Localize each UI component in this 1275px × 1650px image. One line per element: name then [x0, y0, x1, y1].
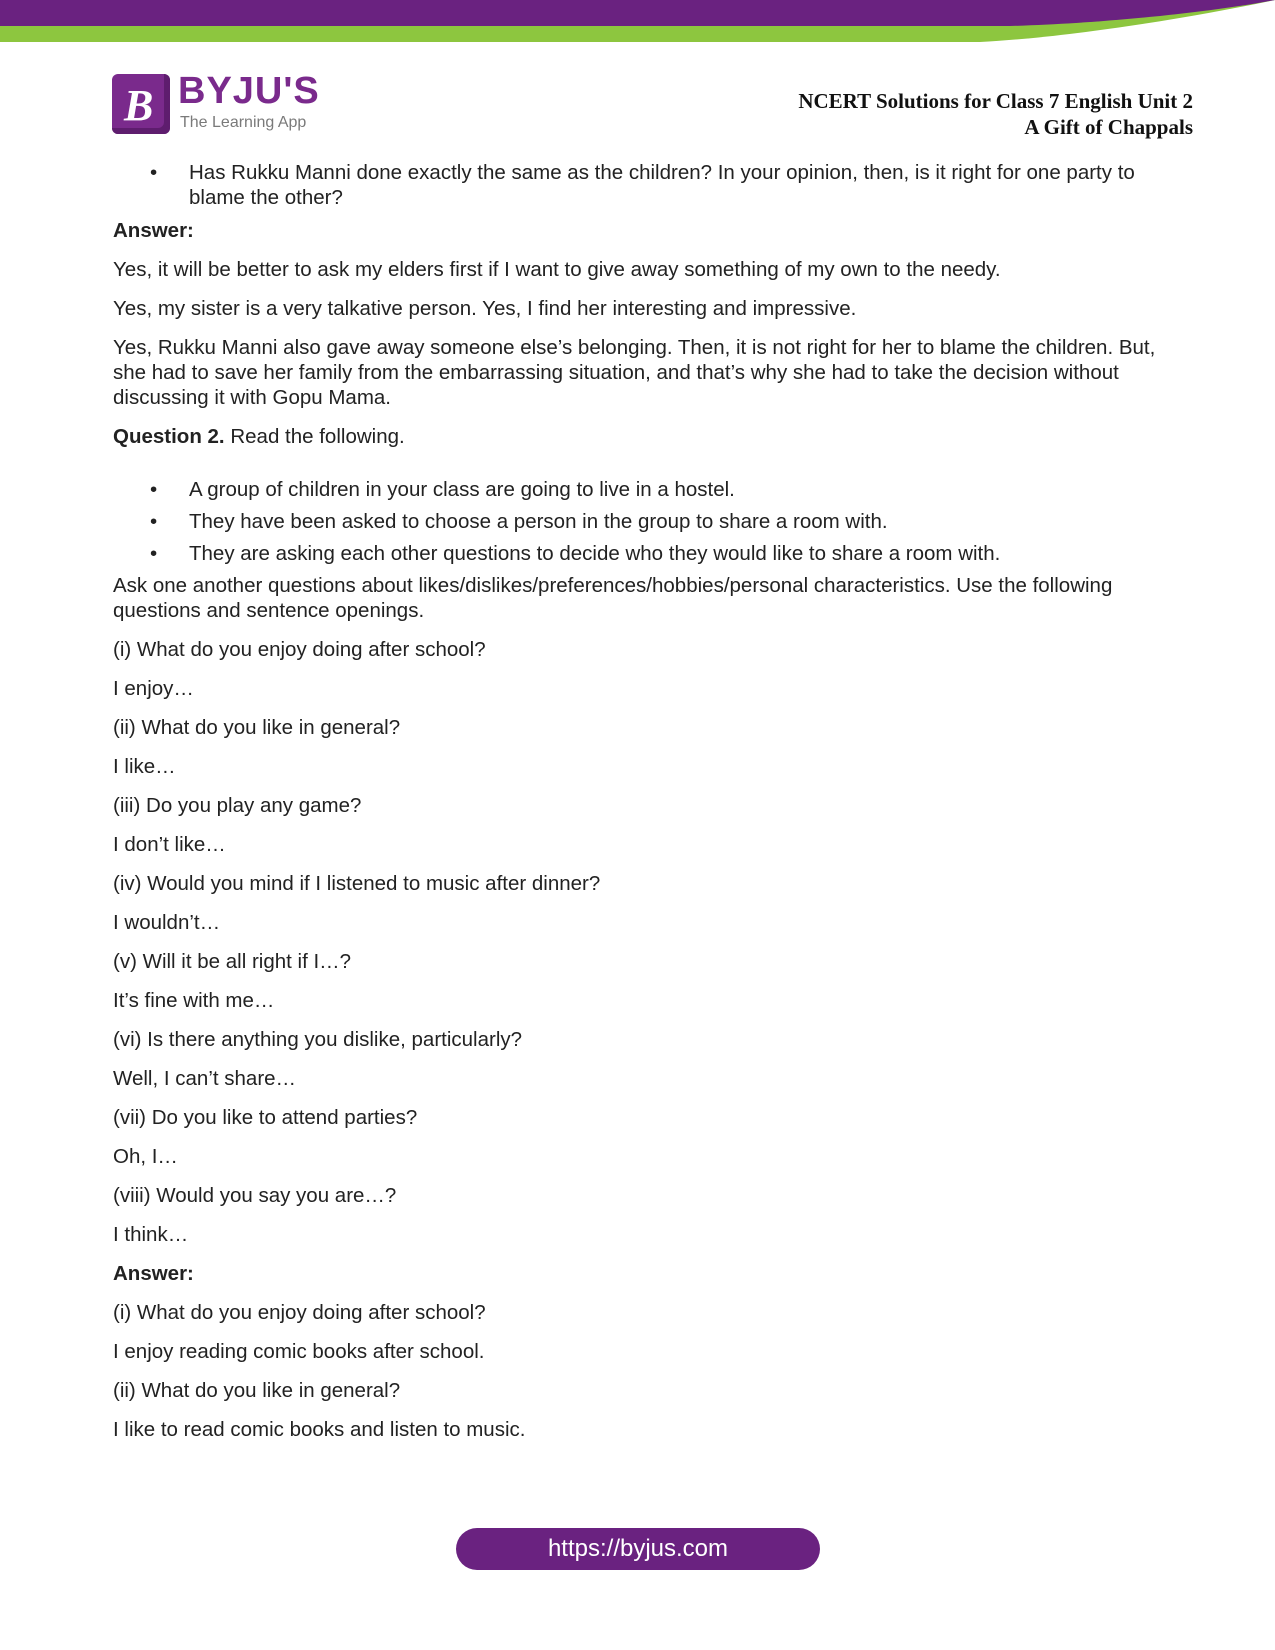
- sentence-opening: Well, I can’t share…: [113, 1067, 297, 1090]
- question-item: (vi) Is there anything you dislike, particularly?: [113, 1028, 523, 1051]
- instruction-paragraph: Ask one another questions about likes/dislikes/preferences/hobbies/personal characteristics. Use the following questions and sentence openings.: [113, 574, 1113, 622]
- footer-url-link[interactable]: https://byjus.com: [456, 1528, 820, 1570]
- question-items: [113, 637, 1163, 1442]
- sentence-opening: I enjoy…: [113, 677, 194, 700]
- sentence-opening: Oh, I…: [113, 1145, 178, 1168]
- logo-badge-icon: B: [112, 74, 170, 134]
- byjus-logo: [112, 70, 342, 136]
- header-line-1: NCERT Solutions for Class 7 English Unit 2: [798, 89, 1193, 113]
- header-line-2: A Gift of Chappals: [1024, 115, 1193, 139]
- bullet-icon: •: [150, 161, 158, 184]
- list-item: • They are asking each other questions to decide who they would like to share a room with.: [150, 542, 1001, 565]
- question-item: (i) What do you enjoy doing after school?: [113, 638, 486, 661]
- scenario-bullet-list: [113, 477, 1163, 566]
- intro-bullet-list: [113, 160, 1163, 210]
- question-item: (viii) Would you say you are…?: [113, 1184, 397, 1207]
- question-item: (v) Will it be all right if I…?: [113, 950, 352, 973]
- list-item: • Has Rukku Manni done exactly the same as the children? In your opinion, then, is it right for one party to blame the other?: [150, 161, 1135, 209]
- answer-item: I like to read comic books and listen to music.: [113, 1418, 526, 1441]
- answer-paragraph: Yes, my sister is a very talkative person. Yes, I find her interesting and impressive.: [113, 297, 857, 320]
- bullet-icon: •: [150, 478, 158, 501]
- sentence-opening: It’s fine with me…: [113, 989, 275, 1012]
- bullet-icon: •: [150, 510, 158, 533]
- question-item: (iii) Do you play any game?: [113, 794, 362, 817]
- sentence-opening: I wouldn’t…: [113, 911, 221, 934]
- question-item: (ii) What do you like in general?: [113, 716, 401, 739]
- answer-heading: Answer:: [113, 1262, 194, 1285]
- sentence-opening: I think…: [113, 1223, 189, 1246]
- list-item: • A group of children in your class are going to live in a hostel.: [150, 478, 735, 501]
- question-item: (i) What do you enjoy doing after school?: [113, 1301, 486, 1324]
- answer-item: I enjoy reading comic books after school.: [113, 1340, 485, 1363]
- logo-tagline: The Learning App: [180, 114, 307, 131]
- page-content: [113, 160, 1163, 1442]
- question-item: (iv) Would you mind if I listened to music after dinner?: [113, 872, 601, 895]
- question-item: (vii) Do you like to attend parties?: [113, 1106, 418, 1129]
- bullet-icon: •: [150, 542, 158, 565]
- sentence-opening: I like…: [113, 755, 176, 778]
- sentence-opening: I don’t like…: [113, 833, 226, 856]
- list-item: • They have been asked to choose a person in the group to share a room with.: [150, 510, 888, 533]
- answer-paragraph: Yes, Rukku Manni also gave away someone else’s belonging. Then, it is not right for her to blame the children. But, she had to save her family from the embarrassing situation, and that’s why she had to take the decision without discussing it with Gopu Mama.: [113, 336, 1156, 409]
- question-heading: [113, 424, 1163, 449]
- question-label: Question 2.: [113, 425, 225, 448]
- question-text: Read the following.: [224, 425, 405, 448]
- top-decorative-band: [0, 0, 1275, 48]
- logo-wordmark: BYJU'S: [178, 70, 320, 112]
- answer-paragraph: Yes, it will be better to ask my elders first if I want to give away something of my own to the needy.: [113, 258, 1001, 281]
- answer-heading: Answer:: [113, 219, 194, 242]
- document-header: [798, 88, 1193, 140]
- question-item: (ii) What do you like in general?: [113, 1379, 401, 1402]
